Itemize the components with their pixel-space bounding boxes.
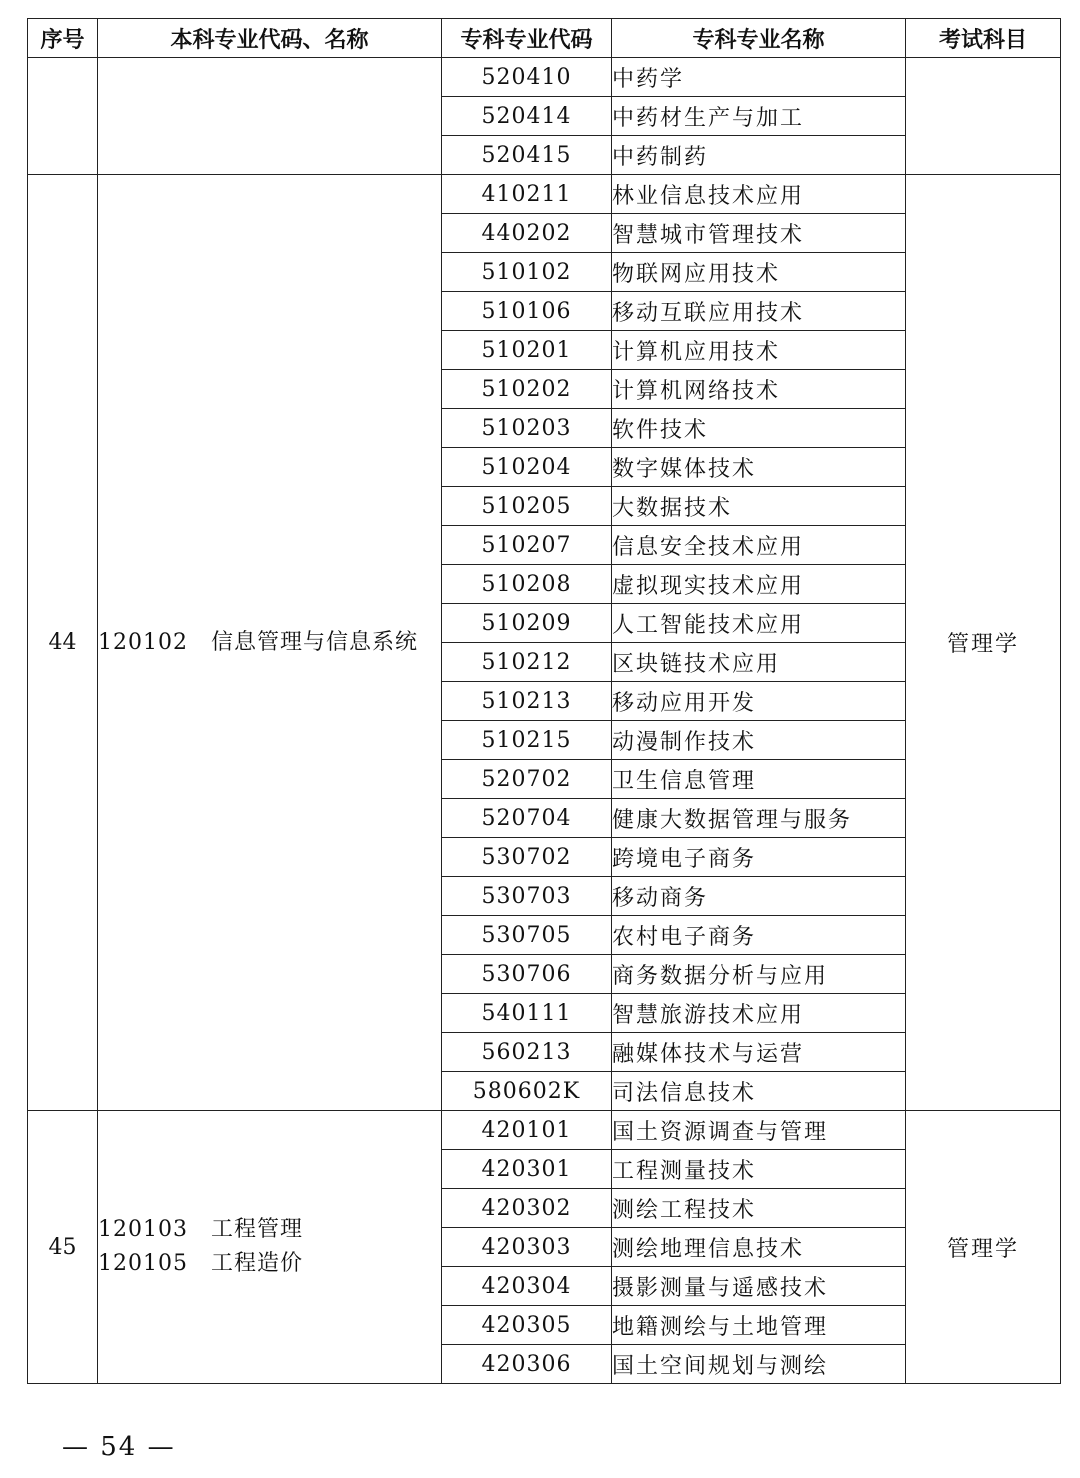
jc-name-cell: 中药学	[612, 58, 906, 97]
jc-name-cell: 软件技术	[612, 409, 906, 448]
jc-code-cell: 580602K	[442, 1072, 612, 1111]
jc-name-cell: 融媒体技术与运营	[612, 1033, 906, 1072]
jc-code-cell: 520702	[442, 760, 612, 799]
jc-name-cell: 移动应用开发	[612, 682, 906, 721]
jc-code-cell: 530702	[442, 838, 612, 877]
jc-code-cell: 510203	[442, 409, 612, 448]
jc-code-cell: 520414	[442, 97, 612, 136]
seq-cell: 45	[28, 1111, 98, 1384]
jc-code-cell: 540111	[442, 994, 612, 1033]
undergrad-cell	[98, 175, 442, 1111]
jc-name-cell: 司法信息技术	[612, 1072, 906, 1111]
subject-cell: 管理学	[906, 175, 1061, 1111]
page-number: — 54 —	[62, 1432, 176, 1462]
jc-name-cell: 大数据技术	[612, 487, 906, 526]
jc-name-cell: 商务数据分析与应用	[612, 955, 906, 994]
table-row	[28, 58, 1061, 97]
jc-name-cell: 中药制药	[612, 136, 906, 175]
jc-name-cell: 智慧城市管理技术	[612, 214, 906, 253]
jc-name-cell: 移动商务	[612, 877, 906, 916]
jc-code-cell: 510209	[442, 604, 612, 643]
jc-name-cell: 信息安全技术应用	[612, 526, 906, 565]
jc-code-cell: 520410	[442, 58, 612, 97]
undergrad-cell	[98, 1111, 442, 1384]
table-row	[28, 175, 1061, 214]
header-undergrad: 本科专业代码、名称	[98, 19, 442, 58]
jc-name-cell: 林业信息技术应用	[612, 175, 906, 214]
jc-code-cell: 510202	[442, 370, 612, 409]
jc-name-cell: 测绘地理信息技术	[612, 1228, 906, 1267]
jc-name-cell: 工程测量技术	[612, 1150, 906, 1189]
jc-name-cell: 国土空间规划与测绘	[612, 1345, 906, 1384]
jc-code-cell: 510106	[442, 292, 612, 331]
jc-code-cell: 520704	[442, 799, 612, 838]
subject-cell: 管理学	[906, 1111, 1061, 1384]
jc-code-cell: 530703	[442, 877, 612, 916]
table-row	[28, 1111, 1061, 1150]
jc-code-cell: 510201	[442, 331, 612, 370]
jc-code-cell: 510208	[442, 565, 612, 604]
jc-code-cell: 510215	[442, 721, 612, 760]
seq-cell: 44	[28, 175, 98, 1111]
jc-code-cell: 510205	[442, 487, 612, 526]
jc-name-cell: 健康大数据管理与服务	[612, 799, 906, 838]
jc-code-cell: 420302	[442, 1189, 612, 1228]
header-seq: 序号	[28, 19, 98, 58]
jc-code-cell: 420304	[442, 1267, 612, 1306]
undergrad-major: 120103 工程管理	[98, 1217, 303, 1242]
seq-cell	[28, 58, 98, 175]
jc-code-cell: 510212	[442, 643, 612, 682]
jc-code-cell: 510204	[442, 448, 612, 487]
jc-code-cell: 420101	[442, 1111, 612, 1150]
jc-code-cell: 530706	[442, 955, 612, 994]
jc-code-cell: 420303	[442, 1228, 612, 1267]
jc-name-cell: 数字媒体技术	[612, 448, 906, 487]
jc-name-cell: 移动互联应用技术	[612, 292, 906, 331]
jc-name-cell: 农村电子商务	[612, 916, 906, 955]
jc-name-cell: 动漫制作技术	[612, 721, 906, 760]
undergrad-major: 120102 信息管理与信息系统	[98, 629, 418, 655]
major-table	[27, 18, 1061, 1384]
jc-name-cell: 卫生信息管理	[612, 760, 906, 799]
jc-name-cell: 智慧旅游技术应用	[612, 994, 906, 1033]
jc-name-cell: 计算机应用技术	[612, 331, 906, 370]
jc-code-cell: 440202	[442, 214, 612, 253]
undergrad-major: 120105 工程造价	[98, 1251, 303, 1276]
jc-name-cell: 测绘工程技术	[612, 1189, 906, 1228]
jc-code-cell: 510213	[442, 682, 612, 721]
jc-name-cell: 中药材生产与加工	[612, 97, 906, 136]
jc-name-cell: 国土资源调查与管理	[612, 1111, 906, 1150]
jc-name-cell: 跨境电子商务	[612, 838, 906, 877]
header-row	[28, 19, 1061, 58]
jc-name-cell: 区块链技术应用	[612, 643, 906, 682]
jc-code-cell: 510102	[442, 253, 612, 292]
jc-code-cell: 420301	[442, 1150, 612, 1189]
header-jc-name: 专科专业名称	[612, 19, 906, 58]
jc-code-cell: 420305	[442, 1306, 612, 1345]
subject-cell	[906, 58, 1061, 175]
jc-code-cell: 520415	[442, 136, 612, 175]
jc-code-cell: 510207	[442, 526, 612, 565]
jc-name-cell: 摄影测量与遥感技术	[612, 1267, 906, 1306]
jc-name-cell: 计算机网络技术	[612, 370, 906, 409]
header-jc-code: 专科专业代码	[442, 19, 612, 58]
jc-code-cell: 420306	[442, 1345, 612, 1384]
jc-name-cell: 物联网应用技术	[612, 253, 906, 292]
undergrad-cell	[98, 58, 442, 175]
jc-name-cell: 虚拟现实技术应用	[612, 565, 906, 604]
jc-code-cell: 560213	[442, 1033, 612, 1072]
jc-code-cell: 410211	[442, 175, 612, 214]
header-subject: 考试科目	[906, 19, 1061, 58]
jc-code-cell: 530705	[442, 916, 612, 955]
jc-name-cell: 人工智能技术应用	[612, 604, 906, 643]
jc-name-cell: 地籍测绘与土地管理	[612, 1306, 906, 1345]
